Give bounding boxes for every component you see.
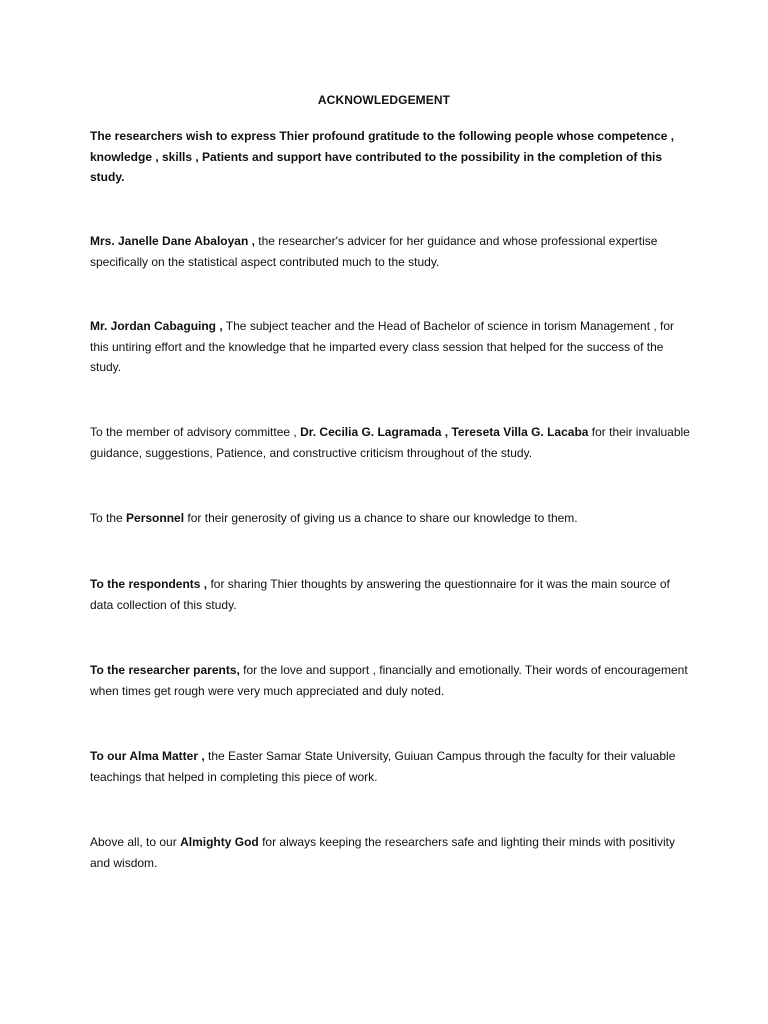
acknowledgement-paragraph-advicer: [90, 231, 690, 272]
page-title: ACKNOWLEDGEMENT: [317, 93, 451, 107]
paragraph-prefix: Above all, to our: [90, 835, 181, 849]
paragraph-bold-name: To the researcher parents,: [90, 663, 240, 677]
acknowledgement-paragraph-god: [90, 832, 690, 873]
acknowledgement-paragraph-respondents: [90, 574, 690, 615]
acknowledgement-paragraph-committee: [90, 422, 690, 463]
paragraph-prefix: To the member of advisory committee ,: [90, 425, 297, 439]
acknowledgement-paragraph-personnel: [90, 508, 690, 529]
acknowledgement-paragraph-alma-matter: [90, 746, 690, 787]
paragraph-bold-name: To our Alma Matter ,: [90, 749, 205, 763]
paragraph-bold-name: Almighty God: [180, 835, 259, 849]
paragraph-text: for their invaluable guidance, suggestions, Patience, and constructive criticism throughout of the study.: [90, 425, 690, 460]
paragraph-text: The subject teacher and the Head of Bachelor of science in torism Management , for this untiring effort and the knowledge that he imparted every class session that helped for the success of the study.: [90, 319, 675, 374]
paragraph-bold-name: Dr. Cecilia G. Lagramada , Tereseta Villa G. Lacaba: [296, 425, 589, 439]
paragraph-prefix: To the: [90, 511, 127, 525]
paragraph-bold-name: Personnel: [126, 511, 185, 525]
paragraph-bold-name: Mrs. Janelle Dane Abaloyan ,: [90, 234, 255, 248]
intro-paragraph: The researchers wish to express Thier profound gratitude to the following people whose competence , knowledge , skills , Patients and support have contributed to the possibility in the completion of this study.: [90, 129, 675, 184]
paragraph-bold-name: Mr. Jordan Cabaguing ,: [90, 319, 223, 333]
paragraph-text: the researcher's advicer for her guidance and whose professional expertise specifically on the statistical aspect contributed much to the study.: [90, 234, 658, 269]
paragraph-bold-name: To the respondents ,: [90, 577, 208, 591]
paragraph-text: for their generosity of giving us a chance to share our knowledge to them.: [184, 511, 578, 525]
paragraph-text: for sharing Thier thoughts by answering the questionnaire for it was the main source of data collection of this study.: [90, 577, 670, 612]
paragraph-text: for the love and support , financially and emotionally. Their words of encouragement when times get rough were very much appreciated and duly noted.: [90, 663, 688, 698]
acknowledgement-paragraph-parents: [90, 660, 690, 701]
paragraph-text: for always keeping the researchers safe and lighting their minds with positivity and wisdom.: [90, 835, 675, 870]
acknowledgement-paragraph-subject-teacher: [90, 316, 690, 378]
paragraph-text: the Easter Samar State University, Guiuan Campus through the faculty for their valuable teachings that helped in completing this piece of work.: [90, 749, 676, 784]
